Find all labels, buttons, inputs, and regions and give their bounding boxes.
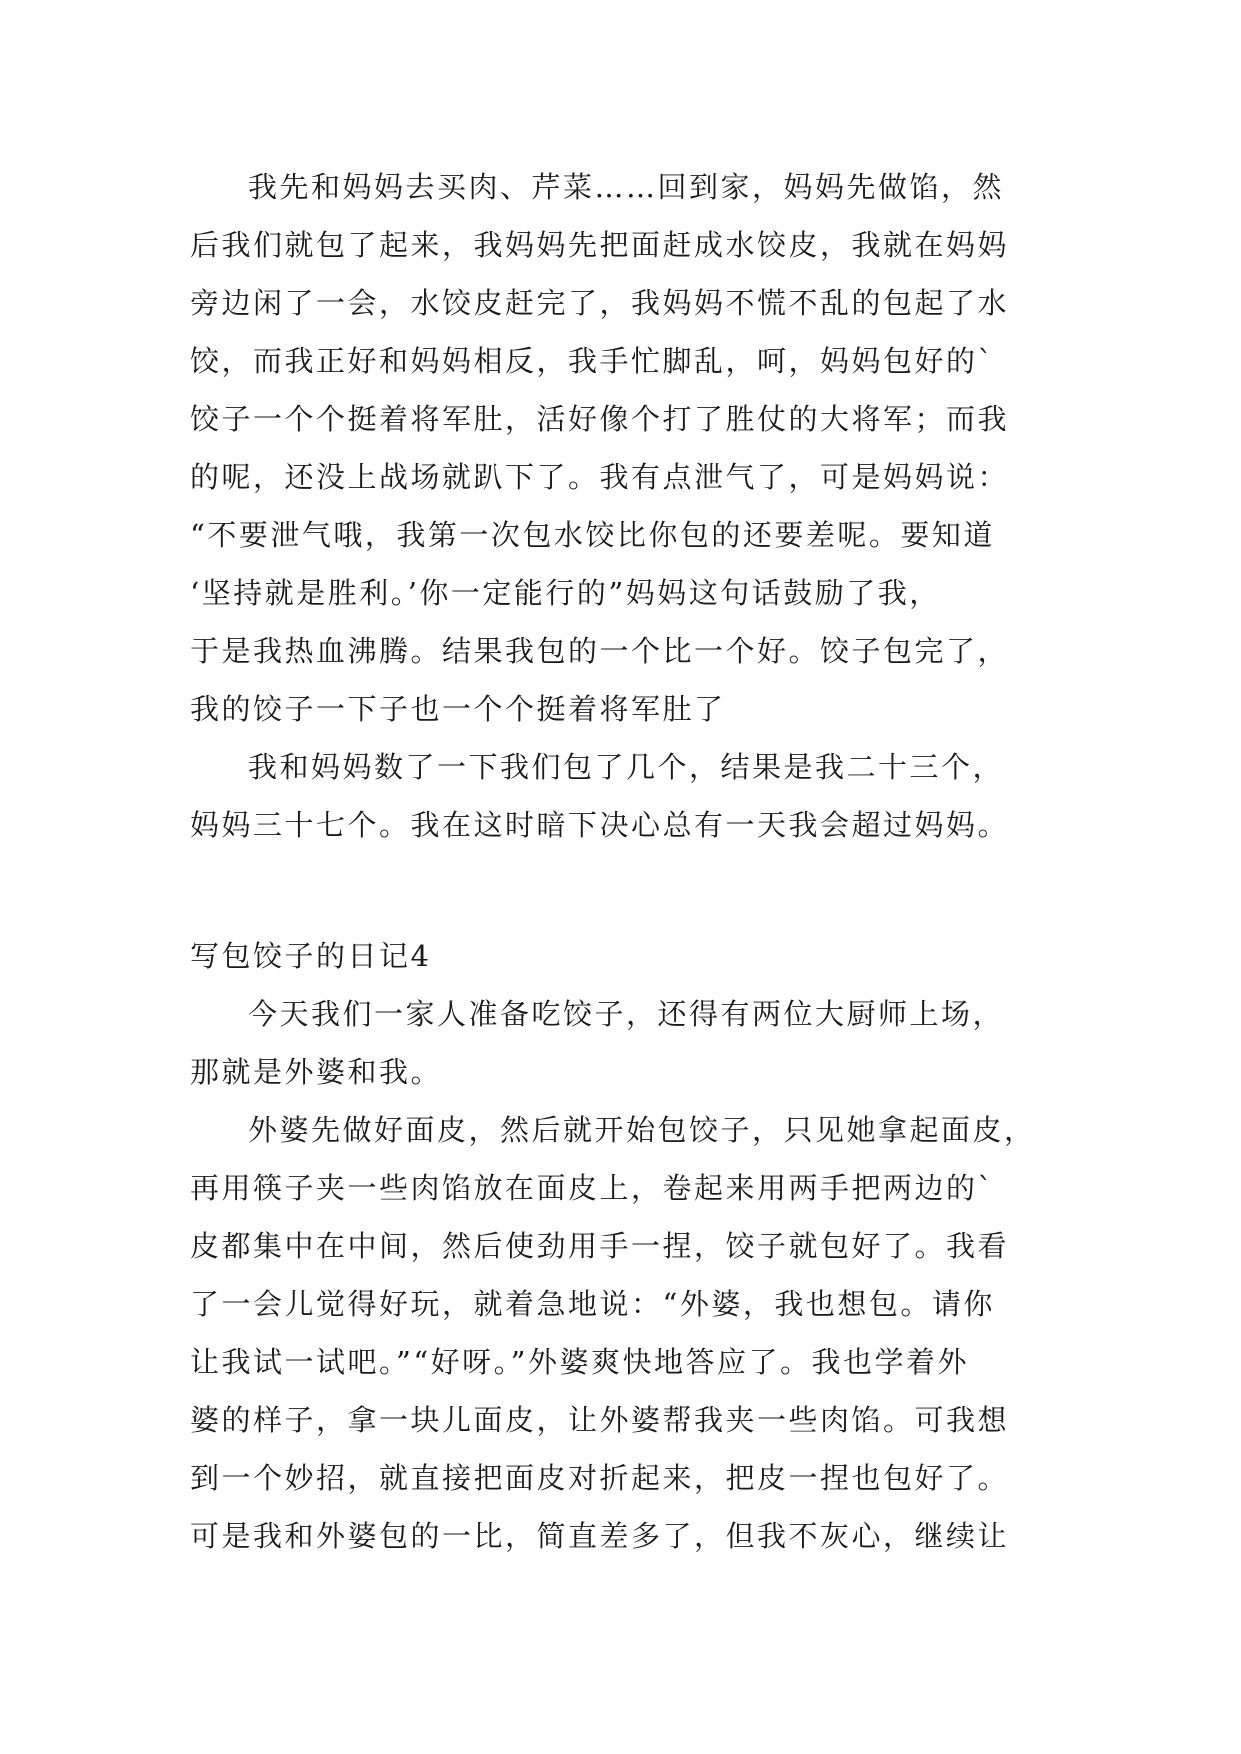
text-line: 皮都集中在中间，然后使劲用手一捏，饺子就包好了。我看: [190, 1229, 1010, 1263]
text-line: 让我试一试吧。”“好呀。”外婆爽快地答应了。我也学着外: [190, 1345, 969, 1379]
text-line: 了一会儿觉得好玩，就着急地说：“外婆，我也想包。请你: [190, 1287, 995, 1321]
paragraph-counting-dumplings: [190, 738, 1070, 854]
text-line: 妈妈三十七个。我在这时暗下决心总有一天我会超过妈妈。: [190, 808, 1010, 842]
text-line: 我的饺子一下子也一个个挺着将军肚了: [190, 692, 726, 726]
text-line: 旁边闲了一会，水饺皮赶完了，我妈妈不慌不乱的包起了水: [190, 286, 1010, 320]
text-line: 今天我们一家人准备吃饺子，还得有两位大厨师上场，: [248, 997, 1005, 1031]
paragraph-grandma-wrapping: [190, 1101, 1070, 1565]
text-line: 那就是外婆和我。: [190, 1055, 443, 1089]
text-line: 再用筷子夹一些肉馅放在面皮上，卷起来用两手把两边的`: [190, 1171, 995, 1205]
text-line: 我和妈妈数了一下我们包了几个，结果是我二十三个，: [248, 750, 1005, 784]
text-line: 后我们就包了起来，我妈妈先把面赶成水饺皮，我就在妈妈: [190, 228, 1010, 262]
paragraph-making-dumplings-with-mom: [190, 158, 1070, 738]
diary-section-previous: [190, 158, 1070, 854]
diary-heading: 写包饺子的日记4: [190, 939, 432, 973]
text-line: 于是我热血沸腾。结果我包的一个比一个好。饺子包完了，: [190, 634, 1010, 668]
text-line: 饺子一个个挺着将军肚，活好像个打了胜仗的大将军；而我: [190, 402, 1010, 436]
diary-section-4: [190, 927, 1070, 1565]
text-line: 婆的样子，拿一块儿面皮，让外婆帮我夹一些肉馅。可我想: [190, 1403, 1010, 1437]
text-line: 我先和妈妈去买肉、芹菜……回到家，妈妈先做馅，然: [248, 170, 1005, 204]
text-line: “不要泄气哦，我第一次包水饺比你包的还要差呢。要知道: [190, 518, 995, 552]
text-line: 饺，而我正好和妈妈相反，我手忙脚乱，呵，妈妈包好的`: [190, 344, 995, 378]
text-line: 的呢，还没上战场就趴下了。我有点泄气了，可是妈妈说：: [190, 460, 1010, 494]
text-line: 可是我和外婆包的一比，简直差多了，但我不灰心，继续让: [190, 1519, 1010, 1553]
paragraph-family-dinner: [190, 985, 1070, 1101]
text-line: 外婆先做好面皮，然后就开始包饺子，只见她拿起面皮，: [248, 1113, 1036, 1147]
text-line: ‘坚持就是胜利。’你一定能行的”妈妈这句话鼓励了我，: [190, 576, 941, 610]
text-line: 到一个妙招，就直接把面皮对折起来，把皮一捏也包好了。: [190, 1461, 1010, 1495]
